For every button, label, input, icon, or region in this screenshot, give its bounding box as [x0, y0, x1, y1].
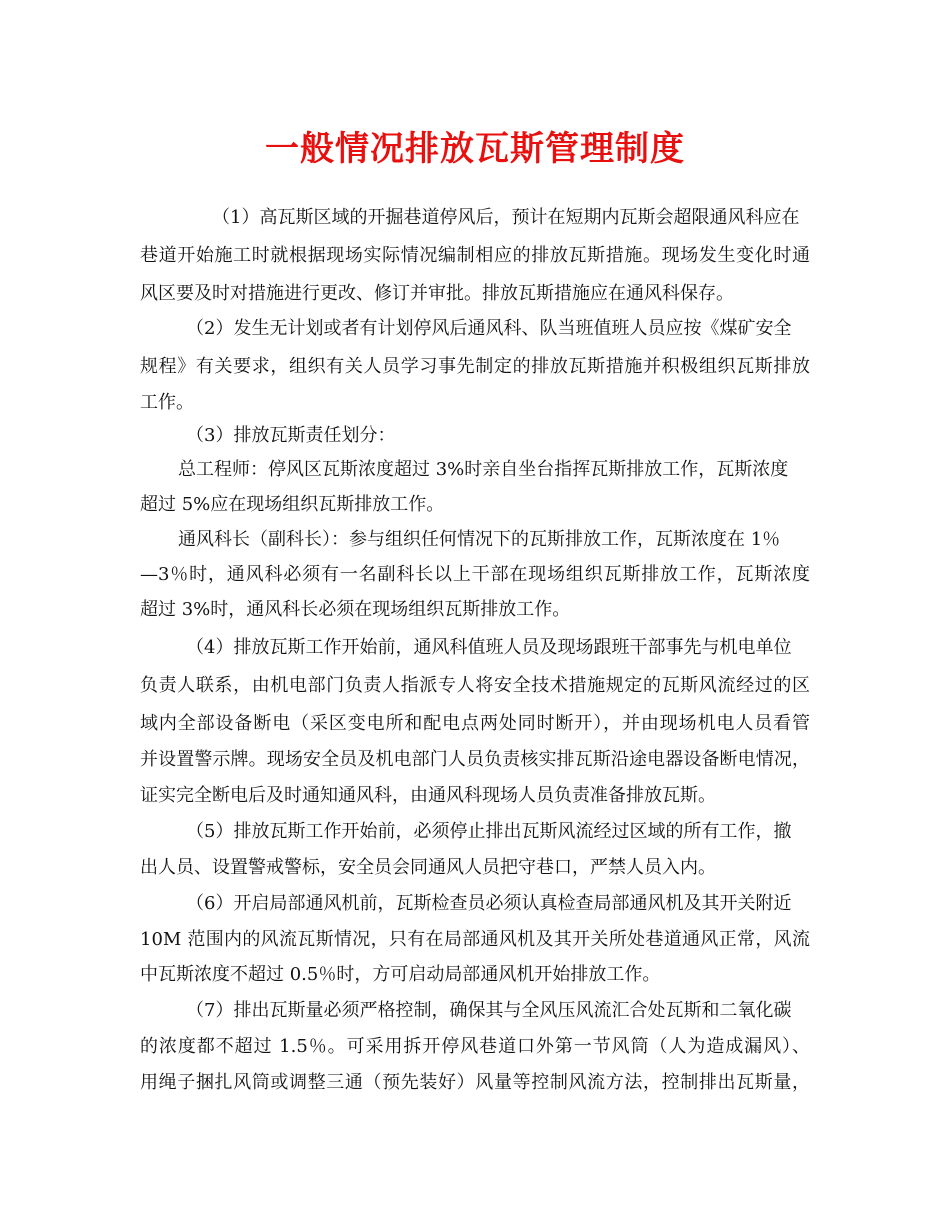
paragraph-line: 工作。: [140, 392, 194, 413]
paragraph-line: （7）排出瓦斯量必须严格控制，确保其与全风压风流汇合处瓦斯和二氧化碳: [186, 1000, 792, 1021]
paragraph-line: （3）排放瓦斯责任划分：: [186, 425, 396, 446]
paragraph-line: 超过 3%时，通风科长必须在现场组织瓦斯排放工作。: [140, 599, 571, 620]
paragraph-line: 巷道开始施工时就根据现场实际情况编制相应的排放瓦斯措施。现场发生变化时通: [140, 245, 810, 266]
paragraph-line: （4）排放瓦斯工作开始前，通风科值班人员及现场跟班干部事先与机电单位: [186, 637, 792, 658]
paragraph-line: 中瓦斯浓度不超过 0.5％时，方可启动局部通风机开始排放工作。: [140, 964, 661, 985]
paragraph-line: 风区要及时对措施进行更改、修订并审批。排放瓦斯措施应在通风科保存。: [140, 283, 734, 304]
paragraph-line: 的浓度都不超过 1.5％。可采用拆开停风巷道口外第一节风筒（人为造成漏风）、: [140, 1036, 810, 1057]
paragraph-line: 10M 范围内的风流瓦斯情况，只有在局部通风机及其开关所处巷道通风正常，风流: [140, 929, 810, 950]
paragraph-line: （1）高瓦斯区域的开掘巷道停风后，预计在短期内瓦斯会超限通风科应在: [212, 207, 800, 228]
paragraph-line: （6）开启局部通风机前，瓦斯检查员必须认真检查局部通风机及其开关附近: [186, 893, 792, 914]
document-title: 一般情况排放瓦斯管理制度: [265, 129, 685, 169]
paragraph-line: 出人员、设置警戒警标，安全员会同通风人员把守巷口，严禁人员入内。: [140, 857, 716, 878]
paragraph-line: 通风科长（副科长）：参与组织任何情况下的瓦斯排放工作，瓦斯浓度在 1％: [178, 529, 781, 550]
paragraph-line: 并设置警示牌。现场安全员及机电部门人员负责核实排瓦斯沿途电器设备断电情况，: [140, 749, 810, 770]
paragraph-line: —3％时，通风科必须有一名副科长以上干部在现场组织瓦斯排放工作，瓦斯浓度: [140, 564, 810, 585]
paragraph-line: （5）排放瓦斯工作开始前，必须停止排出瓦斯风流经过区域的所有工作，撤: [186, 821, 792, 842]
paragraph-line: 超过 5%应在现场组织瓦斯排放工作。: [140, 494, 445, 515]
paragraph-line: （2）发生无计划或者有计划停风后通风科、队当班值班人员应按《煤矿安全: [186, 318, 792, 339]
paragraph-line: 证实完全断电后及时通知通风科，由通风科现场人员负责准备排放瓦斯。: [140, 785, 716, 806]
paragraph-line: 总工程师：停风区瓦斯浓度超过 3%时亲自坐台指挥瓦斯排放工作，瓦斯浓度: [178, 459, 789, 480]
paragraph-line: 规程》有关要求，组织有关人员学习事先制定的排放瓦斯措施并积极组织瓦斯排放: [140, 356, 810, 377]
paragraph-line: 域内全部设备断电（采区变电所和配电点两处同时断开），并由现场机电人员看管: [140, 713, 810, 734]
paragraph-line: 负责人联系，由机电部门负责人指派专人将安全技术措施规定的瓦斯风流经过的区: [140, 675, 810, 696]
paragraph-line: 用绳子捆扎风筒或调整三通（预先装好）风量等控制风流方法，控制排出瓦斯量，: [140, 1072, 810, 1093]
